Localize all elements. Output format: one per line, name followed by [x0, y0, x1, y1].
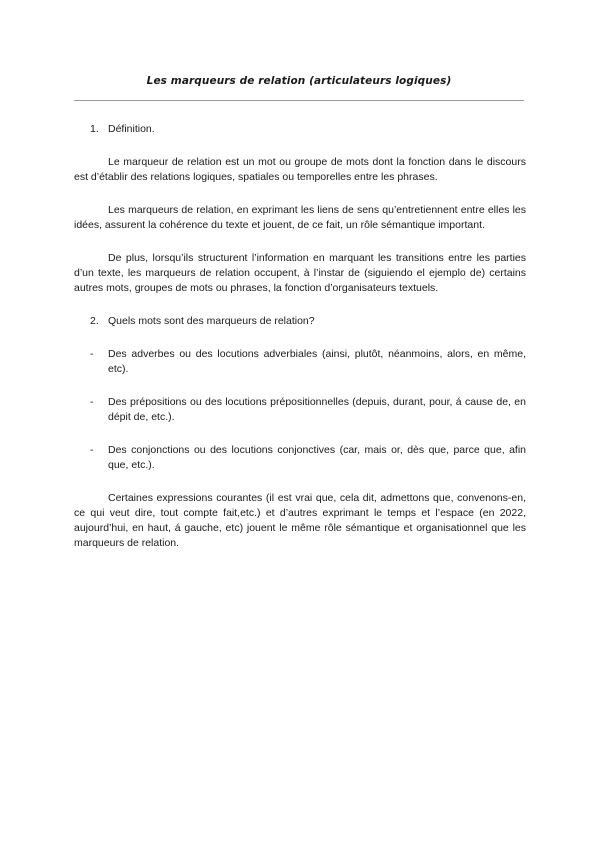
bullet-marker: - — [90, 348, 94, 360]
list-item-text: Des conjonctions ou des locutions conjonctives (car, mais or, dès que, parce que, afin que, etc.). — [108, 444, 526, 471]
title-divider — [74, 100, 524, 101]
bullet-marker: - — [90, 396, 94, 408]
list-item — [74, 443, 526, 473]
list-item — [74, 347, 526, 377]
section-heading-examples — [74, 314, 526, 329]
bullet-marker: - — [90, 444, 94, 456]
list-item-text: Des adverbes ou des locutions adverbiales (ainsi, plutôt, néanmoins, alors, en même, etc). — [108, 348, 526, 375]
list-item-text: Des prépositions ou des locutions prépositionnelles (depuis, durant, pour, á cause de, en dépit de, etc.). — [108, 396, 526, 423]
paragraph-coherence: Les marqueurs de relation, en exprimant les liens de sens qu’entretiennent entre elles les idées, assurent la cohérence du texte et jouent, de ce fait, un rôle sémantique important. — [74, 204, 526, 231]
section-heading-definition — [74, 122, 526, 137]
list-item — [74, 395, 526, 425]
paragraph-definition: Le marqueur de relation est un mot ou groupe de mots dont la fonction dans le discours est d’établir des relations logiques, spatiales ou temporelles entre les phrases. — [74, 156, 526, 183]
document-title: Les marqueurs de relation (articulateurs logiques) — [146, 75, 452, 87]
document-body — [74, 122, 526, 551]
paragraph-expressions: Certaines expressions courantes (il est vrai que, cela dit, admettons que, convenons-en, ce qui veut dire, tout compte fait,etc.) et d’autres exprimant le temps et l’espace (en 2022, aujourd’hui, en haut, á gauche, etc) jouent le même rôle sémantique et organisationnel que les marqueurs de relation. — [74, 492, 526, 549]
section-heading-text: Quels mots sont des marqueurs de relation? — [108, 315, 315, 327]
section-heading-text: Définition. — [108, 123, 155, 135]
paragraph-organisation: De plus, lorsqu’ils structurent l’information en marquant les transitions entre les parties d’un texte, les marqueurs de relation occupent, à l’instar de (siguiendo el ejemplo de) certains autres mots, groupes de mots ou phrases, la fonction d’organisateurs textuels. — [74, 252, 526, 294]
section-number: 1. — [90, 123, 99, 135]
section-number: 2. — [90, 315, 99, 327]
